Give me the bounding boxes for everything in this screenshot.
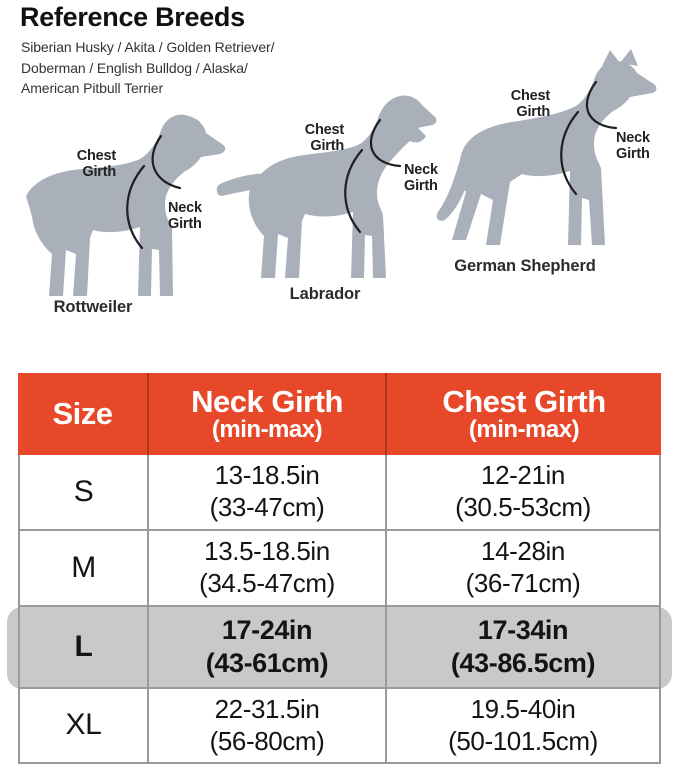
chest-girth-label: Chest [510,88,550,104]
breed-label-labrador: Labrador [289,285,361,303]
chest-girth-label: Chest [304,122,344,138]
size-chart [18,373,661,764]
page-title: Reference Breeds [20,2,245,32]
size-xl-label: XL [18,689,149,764]
breed-label-german-shepherd: German Shepherd [454,257,596,275]
column-header-chest-girth: Chest Girth (min-max) [387,373,661,455]
neck-girth-label: Girth [616,146,650,162]
neck-girth-label: Neck [168,200,202,216]
size-s-label: S [18,455,149,531]
neck-girth-label: Girth [404,178,438,194]
chest-girth-label: Girth [310,138,344,154]
rottweiler-figure [8,108,240,320]
rottweiler-silhouette-svg [8,108,240,320]
size-chart-grid [18,373,661,764]
chest-girth-label: Girth [516,104,550,120]
breed-list-line: Siberian Husky / Akita / Golden Retriever/ [21,39,275,55]
neck-girth-label: Girth [168,216,202,232]
german-shepherd-figure [432,48,676,276]
size-l-neck-girth: 17-24in (43-61cm) [149,607,387,689]
column-header-neck-girth: Neck Girth (min-max) [149,373,387,455]
size-s-chest-girth: 12-21in (30.5-53cm) [387,455,661,531]
size-m-label: M [18,531,149,607]
german-shepherd-silhouette-svg [432,48,676,276]
column-header-size: Size [18,373,149,455]
breed-list-line: American Pitbull Terrier [21,80,164,96]
breed-list-line: Doberman / English Bulldog / Alaska/ [21,59,248,76]
neck-girth-label: Neck [404,162,438,178]
breed-label-rottweiler: Rottweiler [53,298,133,316]
labrador-silhouette-svg [214,88,466,304]
size-xl-neck-girth: 22-31.5in (56-80cm) [149,689,387,764]
neck-girth-label: Neck [616,130,650,146]
chest-girth-label: Girth [82,164,116,180]
size-l-chest-girth: 17-34in (43-86.5cm) [387,607,661,689]
size-xl-chest-girth: 19.5-40in (50-101.5cm) [387,689,661,764]
labrador-figure [214,88,466,304]
size-l-label: L [18,607,149,689]
size-m-chest-girth: 14-28in (36-71cm) [387,531,661,607]
size-m-neck-girth: 13.5-18.5in (34.5-47cm) [149,531,387,607]
chest-girth-label: Chest [76,148,116,164]
size-s-neck-girth: 13-18.5in (33-47cm) [149,455,387,531]
